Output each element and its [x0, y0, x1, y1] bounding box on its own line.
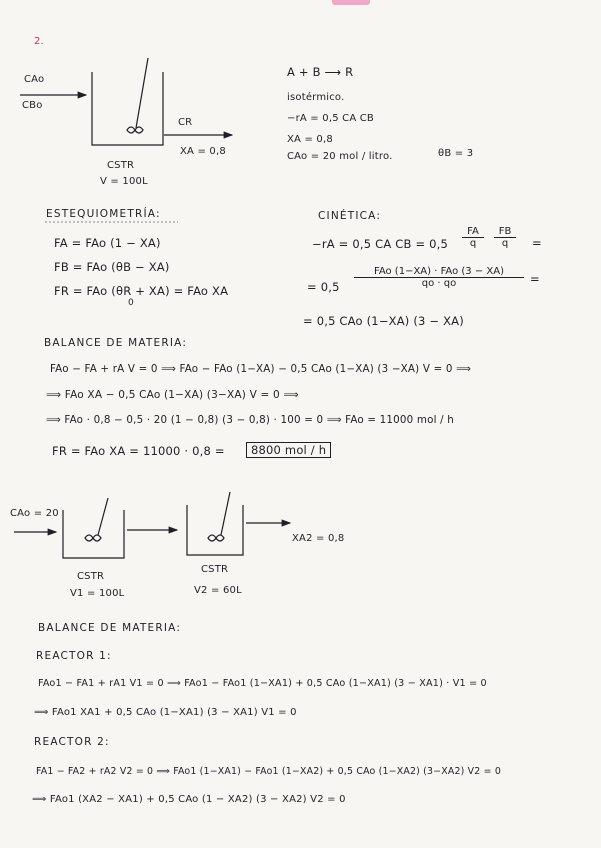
- kinetics-line2-prefix: = 0,5: [307, 280, 340, 294]
- kinetics-equals-2: =: [530, 272, 540, 286]
- balance-title-1: BALANCE DE MATERIA:: [44, 337, 188, 349]
- isothermal-note: isotérmico.: [287, 92, 345, 103]
- balance1-line4: FR = FAo XA = 11000 · 0,8 =: [52, 444, 225, 458]
- page-number: 2.: [34, 36, 44, 47]
- line2-den: qo · qo: [421, 278, 457, 289]
- initial-concentration: CAo = 20 mol / litro.: [287, 151, 393, 162]
- kinetics-line3: = 0,5 CAo (1−XA) (3 − XA): [303, 314, 464, 328]
- series-reactors-diagram: [14, 492, 290, 558]
- series-r2-volume: V2 = 60L: [194, 585, 242, 596]
- balance-title-2: BALANCE DE MATERIA:: [38, 622, 182, 634]
- stoich-fr: FR = FAo (θR + XA) = FAo XA: [54, 284, 229, 298]
- reactor2-line1: FA1 − FA2 + rA2 V2 = 0 ⟹ FAo1 (1−XA1) − FAo1 (1−XA2) + 0,5 CAo (1−XA2) (3−XA2) V2 = 0: [36, 766, 502, 777]
- reactor-volume-label: V = 100L: [100, 176, 148, 187]
- result-box: 8800 mol / h: [246, 442, 331, 458]
- balance1-line2: ⟹ FAo XA − 0,5 CAo (1−XA) (3−XA) V = 0 ⟹: [46, 389, 299, 401]
- frac1-den: q: [469, 238, 477, 249]
- cstr-reactor-1-diagram: [20, 58, 232, 145]
- line2-num: FAo (1−XA) · FAo (3 − XA): [354, 266, 524, 278]
- series-output-conversion: XA2 = 0,8: [292, 533, 345, 544]
- reaction-equation: A + B ⟶ R: [287, 65, 354, 79]
- reactor1-heading: REACTOR 1:: [36, 650, 112, 662]
- kinetics-title: CINÉTICA:: [318, 210, 382, 222]
- kinetics-frac2: [494, 226, 516, 249]
- frac2-num: FB: [494, 226, 516, 238]
- series-feed-label: CAo = 20: [10, 508, 59, 519]
- reactor-type-label: CSTR: [107, 160, 135, 171]
- series-r2-type: CSTR: [201, 564, 229, 575]
- kinetics-equals: =: [532, 236, 542, 250]
- balance1-line1: FAo − FA + rA V = 0 ⟹ FAo − FAo (1−XA) − 0,5 CAo (1−XA) (3 −XA) V = 0 ⟹: [50, 363, 472, 375]
- series-r1-type: CSTR: [77, 571, 105, 582]
- conversion-data: XA = 0,8: [287, 134, 333, 145]
- frac2-den: q: [501, 238, 509, 249]
- kinetics-frac1: [462, 226, 484, 249]
- balance1-line3: ⟹ FAo · 0,8 − 0,5 · 20 (1 − 0,8) (3 − 0,8) · 100 = 0 ⟹ FAo = 11000 mol / h: [46, 414, 455, 426]
- feed-a-label: CAo: [24, 74, 45, 85]
- output-label: CR: [178, 117, 193, 128]
- reactor1-line2: ⟹ FAo1 XA1 + 0,5 CAo (1−XA1) (3 − XA1) V1 = 0: [34, 707, 297, 718]
- theta-b: θB = 3: [438, 148, 474, 159]
- kinetics-line2-fraction: [354, 266, 524, 289]
- conversion-label: XA = 0,8: [180, 146, 226, 157]
- reactor1-line1: FAo1 − FA1 + rA1 V1 = 0 ⟹ FAo1 − FAo1 (1−XA1) + 0,5 CAo (1−XA1) (3 − XA1) · V1 = 0: [38, 678, 487, 689]
- stoichiometry-title: ESTEQUIOMETRÍA:: [46, 208, 161, 220]
- feed-b-label: CBo: [22, 100, 43, 111]
- stoich-fa: FA = FAo (1 − XA): [54, 236, 161, 250]
- rate-law: −rA = 0,5 CA CB: [287, 113, 374, 124]
- kinetics-line1: −rA = 0,5 CA CB = 0,5: [312, 237, 449, 251]
- stoich-fb: FB = FAo (θB − XA): [54, 260, 170, 274]
- frac1-num: FA: [462, 226, 484, 238]
- stoich-theta-zero: 0: [128, 298, 134, 308]
- reactor2-heading: REACTOR 2:: [34, 736, 110, 748]
- series-r1-volume: V1 = 100L: [70, 588, 125, 599]
- reactor2-line2: ⟹ FAo1 (XA2 − XA1) + 0,5 CAo (1 − XA2) (3 − XA2) V2 = 0: [32, 794, 346, 805]
